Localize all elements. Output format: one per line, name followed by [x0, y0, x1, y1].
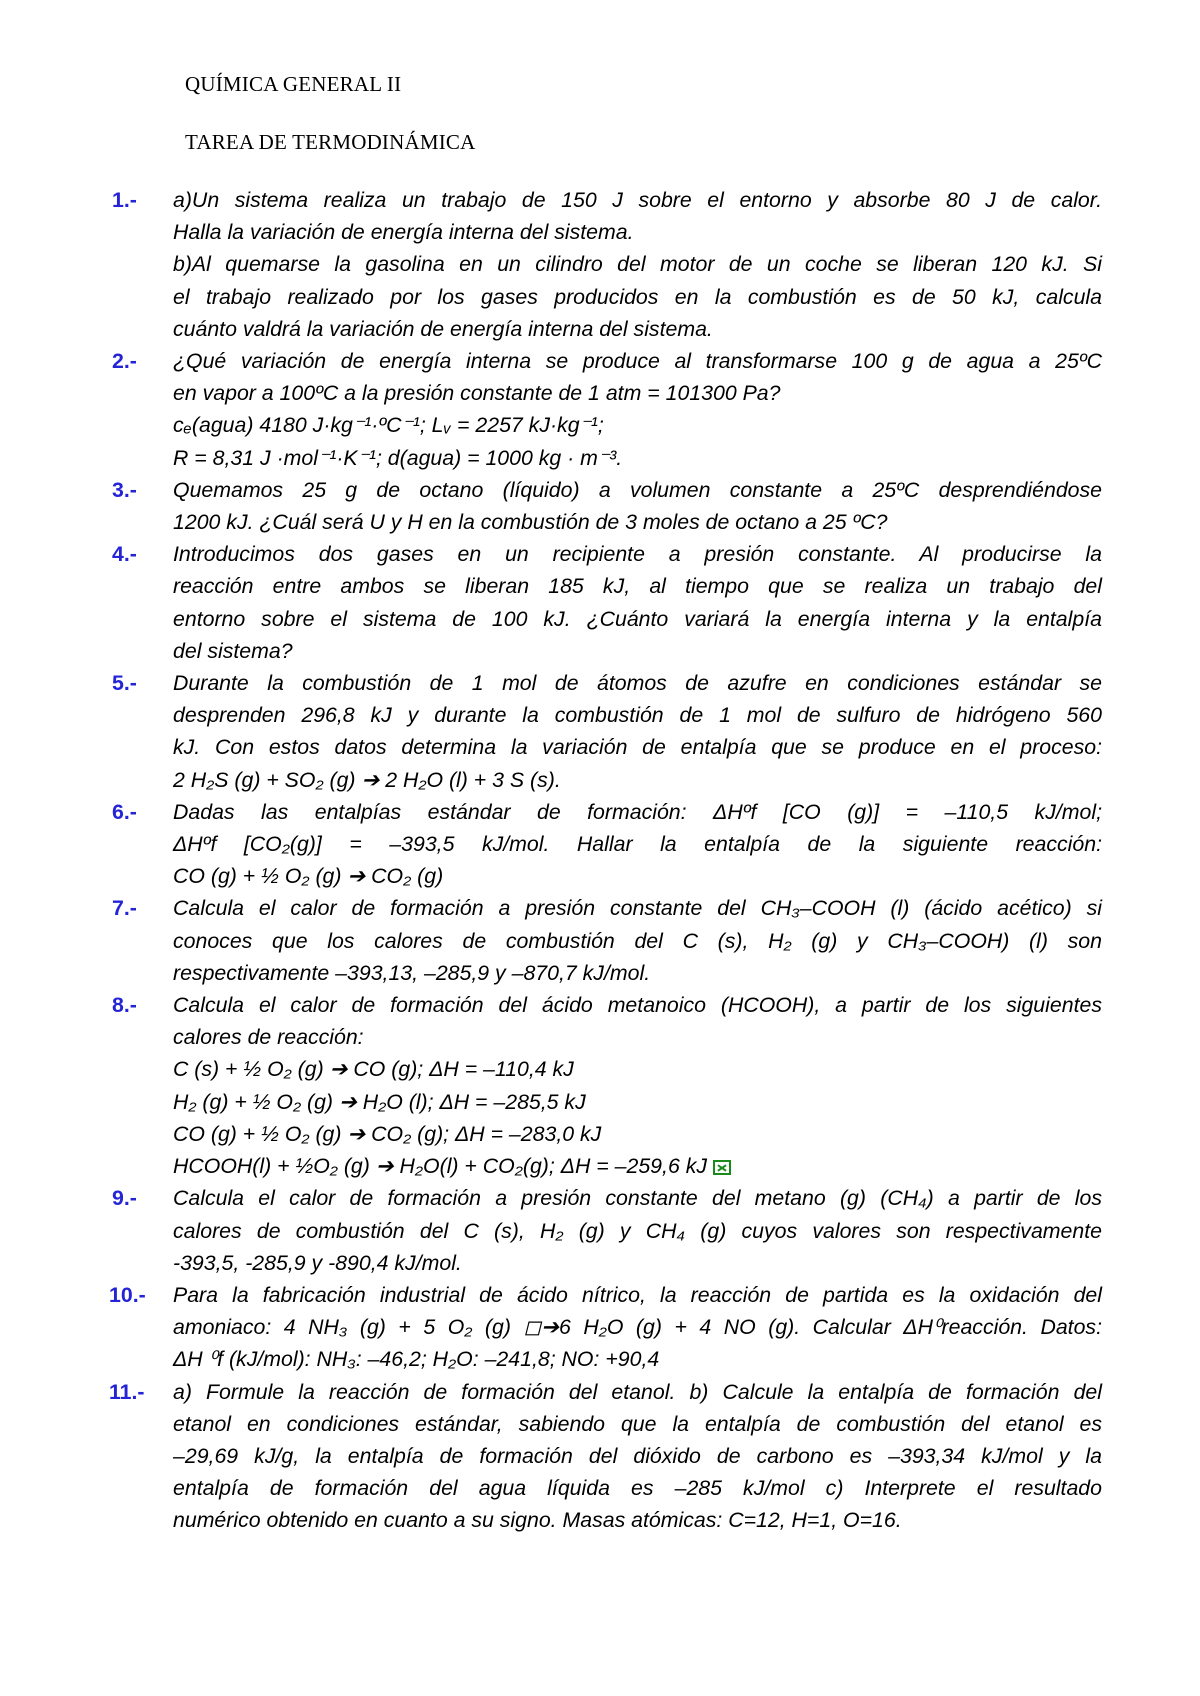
problem-line: b)Al quemarse la gasolina en un cilindro del motor de un coche se liberan 120 kJ. Si: [173, 252, 1102, 277]
problem-line: desprenden 296,8 kJ y durante la combustión de 1 mol de sulfuro de hidrógeno 560: [173, 703, 1102, 728]
problem-number: 10.-: [109, 1282, 146, 1307]
problem-number: 8.-: [112, 993, 137, 1018]
problem-line: a)Un sistema realiza un trabajo de 150 J sobre el entorno y absorbe 80 J de calor.: [173, 188, 1102, 212]
problem-item: [112, 1182, 1102, 1279]
problem-text: [173, 538, 1102, 667]
problem-line: Dadas las entalpías estándar de formación: ΔHºf [CO (g)] = –110,5 kJ/mol;: [173, 799, 1102, 824]
problem-line: Calcula el calor de formación a presión constante del CH₃–COOH (l) (ácido acético) si: [173, 896, 1102, 921]
problem-text: [173, 474, 1102, 538]
assignment-title: TAREA DE TERMODINÁMICA: [185, 130, 476, 154]
problem-item: [112, 667, 1102, 796]
problem-line: CO (g) + ½ O₂ (g) ➔ CO₂ (g): [173, 864, 444, 889]
problem-line: Calcula el calor de formación del ácido metanoico (HCOOH), a partir de los siguientes: [173, 993, 1102, 1018]
problem-item: [112, 989, 1102, 1182]
problem-line: cₑ(agua) 4180 J·kg⁻¹·ºC⁻¹; Lᵥ = 2257 kJ·kg⁻¹;: [173, 413, 604, 438]
problem-line: 2 H₂S (g) + SO₂ (g) ➔ 2 H₂O (l) + 3 S (s).: [173, 767, 561, 792]
problem-line: ΔHºf [CO₂(g)] = –393,5 kJ/mol. Hallar la entalpía de la siguiente reacción:: [173, 832, 1102, 857]
problem-line: ΔH ⁰f (kJ/mol): NH₃: –46,2; H₂O: –241,8; NO: +90,4: [173, 1347, 660, 1372]
problem-line: a) Formule la reacción de formación del etanol. b) Calcule la entalpía de formación del: [173, 1379, 1102, 1404]
problem-line: Durante la combustión de 1 mol de átomos de azufre en condiciones estándar se: [173, 671, 1102, 696]
problem-item: [109, 1376, 1102, 1537]
problem-item: [109, 1279, 1102, 1376]
problem-line: calores de reacción:: [173, 1025, 364, 1050]
problem-line: respectivamente –393,13, –285,9 y –870,7 kJ/mol.: [173, 960, 651, 985]
problem-line: C (s) + ½ O₂ (g) ➔ CO (g); ΔH = –110,4 kJ: [173, 1057, 574, 1082]
problem-number: 4.-: [112, 542, 137, 567]
problem-item: [112, 538, 1102, 667]
problem-number: 7.-: [112, 896, 137, 921]
problem-item: [112, 474, 1102, 538]
problem-line: Para la fabricación industrial de ácido nítrico, la reacción de partida es la oxidación del: [173, 1282, 1102, 1307]
problem-line: HCOOH(l) + ½O₂ (g) ➔ H₂O(l) + CO₂(g); ΔH = –259,6 kJ: [173, 1150, 1102, 1182]
problem-number: 9.-: [112, 1186, 137, 1211]
problem-text: [173, 989, 1102, 1182]
problem-line: 1200 kJ. ¿Cuál será U y H en la combustión de 3 moles de octano a 25 ºC?: [173, 510, 888, 535]
problem-line: CO (g) + ½ O₂ (g) ➔ CO₂ (g); ΔH = –283,0 kJ: [173, 1121, 602, 1146]
problem-text: [173, 184, 1102, 345]
problem-line: del sistema?: [173, 638, 293, 663]
problem-line: reacción entre ambos se liberan 185 kJ, al tiempo que se realiza un trabajo del: [173, 574, 1102, 599]
problem-item: [112, 892, 1102, 989]
problem-line: numérico obtenido en cuanto a su signo. Masas atómicas: C=12, H=1, O=16.: [173, 1508, 902, 1533]
problem-line: conoces que los calores de combustión del C (s), H₂ (g) y CH₃–COOH) (l) son: [173, 928, 1102, 953]
problem-text: [173, 1279, 1102, 1376]
problem-number: 2.-: [112, 349, 137, 374]
problem-line: Quemamos 25 g de octano (líquido) a volumen constante a 25ºC desprendiéndose: [173, 477, 1102, 502]
problem-line: Introducimos dos gases en un recipiente a presión constante. Al producirse la: [173, 542, 1102, 567]
problem-item: [112, 796, 1102, 893]
problem-line: ¿Qué variación de energía interna se produce al transformarse 100 g de agua a 25ºC: [173, 349, 1102, 374]
problem-line: etanol en condiciones estándar, sabiendo que la entalpía de combustión del etanol es: [173, 1411, 1102, 1436]
problem-line: H₂ (g) + ½ O₂ (g) ➔ H₂O (l); ΔH = –285,5 kJ: [173, 1089, 586, 1114]
problem-text: [173, 667, 1102, 796]
problem-line: Halla la variación de energía interna del sistema.: [173, 220, 634, 245]
problem-line: en vapor a 100ºC a la presión constante de 1 atm = 101300 Pa?: [173, 381, 781, 406]
problem-line: entalpía de formación del agua líquida es –285 kJ/mol c) Interprete el resultado: [173, 1476, 1102, 1501]
problem-number: 11.-: [109, 1379, 145, 1404]
problem-text: [173, 892, 1102, 989]
problem-item: [112, 345, 1102, 474]
problem-line: kJ. Con estos datos determina la variación de entalpía que se produce en el proceso:: [173, 735, 1102, 760]
problem-text: [173, 1376, 1102, 1537]
problem-text: [173, 796, 1102, 893]
problem-line: entorno sobre el sistema de 100 kJ. ¿Cuánto variará la energía interna y la entalpía: [173, 606, 1102, 631]
problem-number: 6.-: [112, 799, 137, 824]
problem-line: cuánto valdrá la variación de energía interna del sistema.: [173, 316, 713, 341]
problem-number: 3.-: [112, 477, 137, 502]
course-title: QUÍMICA GENERAL II: [185, 72, 402, 96]
problem-number: 5.-: [112, 671, 137, 696]
problem-line: –29,69 kJ/g, la entalpía de formación del dióxido de carbono es –393,34 kJ/mol y la: [173, 1443, 1102, 1468]
problem-line: -393,5, -285,9 y -890,4 kJ/mol.: [173, 1250, 462, 1275]
problem-line: calores de combustión del C (s), H₂ (g) y CH₄ (g) cuyos valores son respectivamente: [173, 1218, 1102, 1243]
problem-number: 1.-: [112, 188, 137, 212]
problem-text: [173, 1182, 1102, 1279]
problem-list: [109, 184, 1102, 1537]
problem-text: [173, 345, 1102, 474]
problem-line: amoniaco: 4 NH₃ (g) + 5 O₂ (g) ◻➔6 H₂O (g) + 4 NO (g). Calcular ΔH⁰reacción. Datos:: [173, 1315, 1102, 1340]
excel-error-icon: [713, 1160, 731, 1175]
problem-item: [112, 184, 1102, 345]
problem-line: el trabajo realizado por los gases producidos en la combustión es de 50 kJ, calcula: [173, 284, 1102, 309]
problem-line: Calcula el calor de formación a presión constante del metano (g) (CH₄) a partir de los: [173, 1186, 1102, 1211]
problem-line: R = 8,31 J ·mol⁻¹·K⁻¹; d(agua) = 1000 kg · m⁻³.: [173, 445, 623, 470]
